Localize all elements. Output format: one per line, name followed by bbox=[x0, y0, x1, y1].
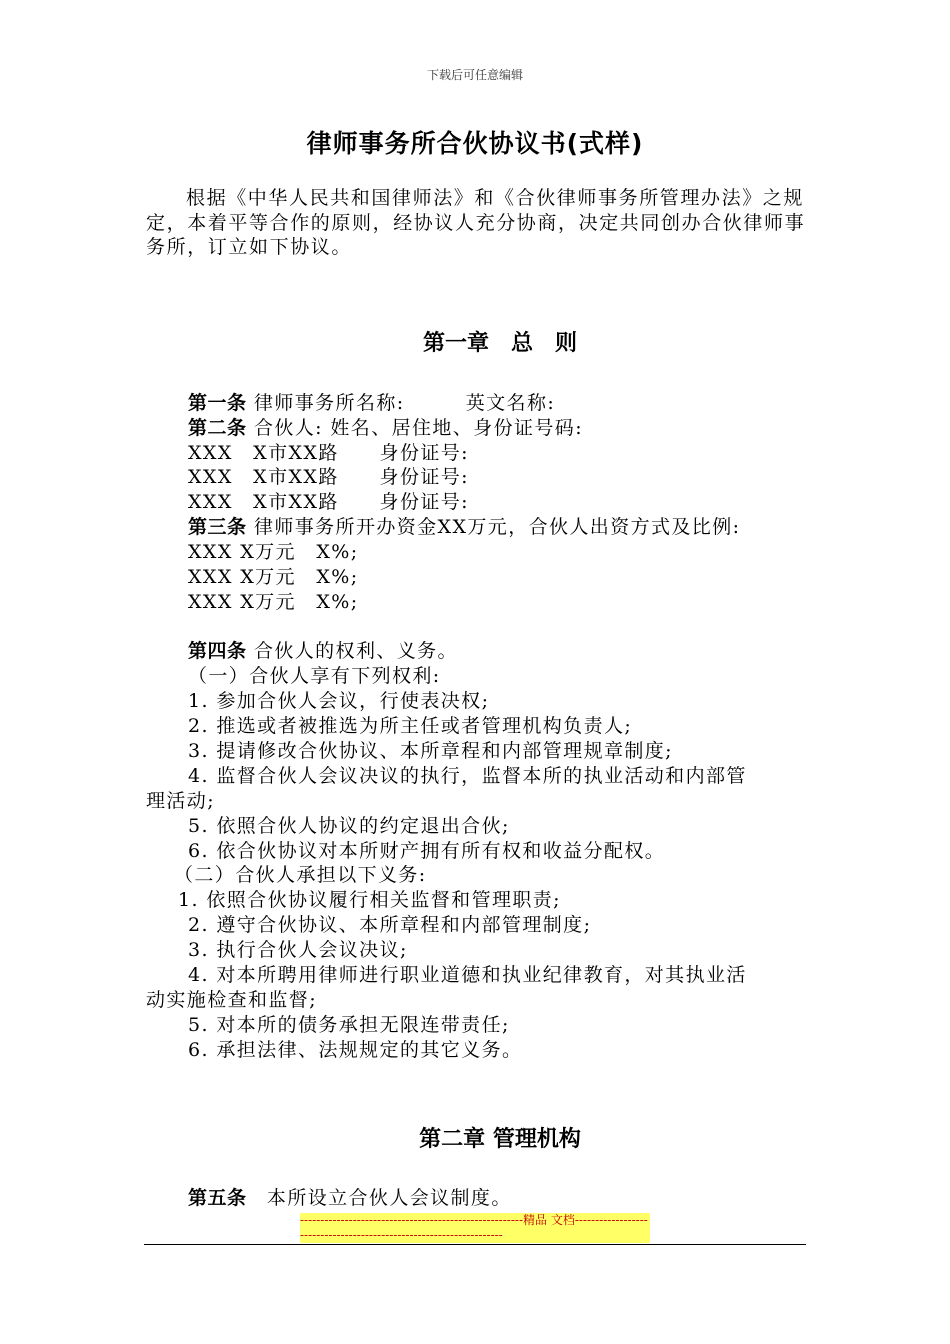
article-1 bbox=[188, 391, 555, 415]
rights-item-continued: 理活动; bbox=[146, 790, 216, 812]
article-3-text: 律师事务所开办资金XX万元，合伙人出资方式及比例: bbox=[246, 516, 741, 538]
partner-line: XXX X市XX路 身份证号: bbox=[188, 466, 469, 488]
article-5-label: 第五条 bbox=[188, 1187, 247, 1209]
footer-watermark: -------------------------------------------------------精品 文档-------------------------------------------------------------------- bbox=[300, 1213, 650, 1243]
chapter-1-heading: 第一章 总 则 bbox=[422, 331, 577, 356]
rights-item: 6. 依合伙协议对本所财产拥有所有权和收益分配权。 bbox=[188, 840, 666, 862]
article-4 bbox=[188, 639, 458, 663]
rights-item: 2. 推选或者被推选为所主任或者管理机构负责人; bbox=[188, 715, 633, 737]
duties-item: 6. 承担法律、法规规定的其它义务。 bbox=[188, 1039, 523, 1061]
duties-heading: （二）合伙人承担以下义务: bbox=[174, 864, 427, 886]
chapter-2-heading: 第二章 管理机构 bbox=[419, 1127, 581, 1152]
rights-item: 1. 参加合伙人会议，行使表决权; bbox=[188, 690, 490, 712]
article-5 bbox=[188, 1186, 512, 1210]
article-3 bbox=[188, 515, 740, 539]
rights-item: 3. 提请修改合伙协议、本所章程和内部管理规章制度; bbox=[188, 740, 673, 762]
contribution-line: XXX X万元 X%; bbox=[188, 541, 359, 563]
footer-divider bbox=[144, 1244, 806, 1245]
article-1-text: 律师事务所名称: 英文名称: bbox=[246, 392, 556, 414]
rights-heading: （一）合伙人享有下列权利: bbox=[188, 665, 441, 687]
preamble-paragraph: 根据《中华人民共和国律师法》和《合伙律师事务所管理办法》之规定，本着平等合作的原则，经协议人充分协商，决定共同创办合伙律师事务所，订立如下协议。 bbox=[146, 187, 806, 258]
duties-item: 2. 遵守合伙协议、本所章程和内部管理制度; bbox=[188, 914, 592, 936]
duties-item: 1. 依照合伙协议履行相关监督和管理职责; bbox=[178, 889, 561, 911]
header-note: 下载后可任意编辑 bbox=[426, 68, 523, 82]
partner-line: XXX X市XX路 身份证号: bbox=[188, 491, 469, 513]
duties-item: 3. 执行合伙人会议决议; bbox=[188, 939, 408, 961]
article-3-label: 第三条 bbox=[188, 516, 247, 538]
article-4-text: 合伙人的权利、义务。 bbox=[246, 640, 458, 662]
article-2-text: 合伙人: 姓名、居住地、身份证号码: bbox=[246, 417, 583, 439]
duties-item: 5. 对本所的债务承担无限连带责任; bbox=[188, 1014, 510, 1036]
article-2-label: 第二条 bbox=[188, 417, 247, 439]
article-4-label: 第四条 bbox=[188, 640, 247, 662]
partner-line: XXX X市XX路 身份证号: bbox=[188, 442, 469, 464]
duties-item-continued: 动实施检查和监督; bbox=[146, 989, 318, 1011]
article-2 bbox=[188, 416, 583, 440]
document-title: 律师事务所合伙协议书(式样) bbox=[306, 129, 644, 158]
article-5-text: 本所设立合伙人会议制度。 bbox=[246, 1187, 512, 1209]
article-1-label: 第一条 bbox=[188, 392, 247, 414]
contribution-line: XXX X万元 X%; bbox=[188, 566, 359, 588]
duties-item: 4. 对本所聘用律师进行职业道德和执业纪律教育，对其执业活 bbox=[188, 964, 747, 986]
contribution-line: XXX X万元 X%; bbox=[188, 591, 359, 613]
rights-item: 5. 依照合伙人协议的约定退出合伙; bbox=[188, 815, 510, 837]
rights-item: 4. 监督合伙人会议决议的执行，监督本所的执业活动和内部管 bbox=[188, 765, 747, 787]
